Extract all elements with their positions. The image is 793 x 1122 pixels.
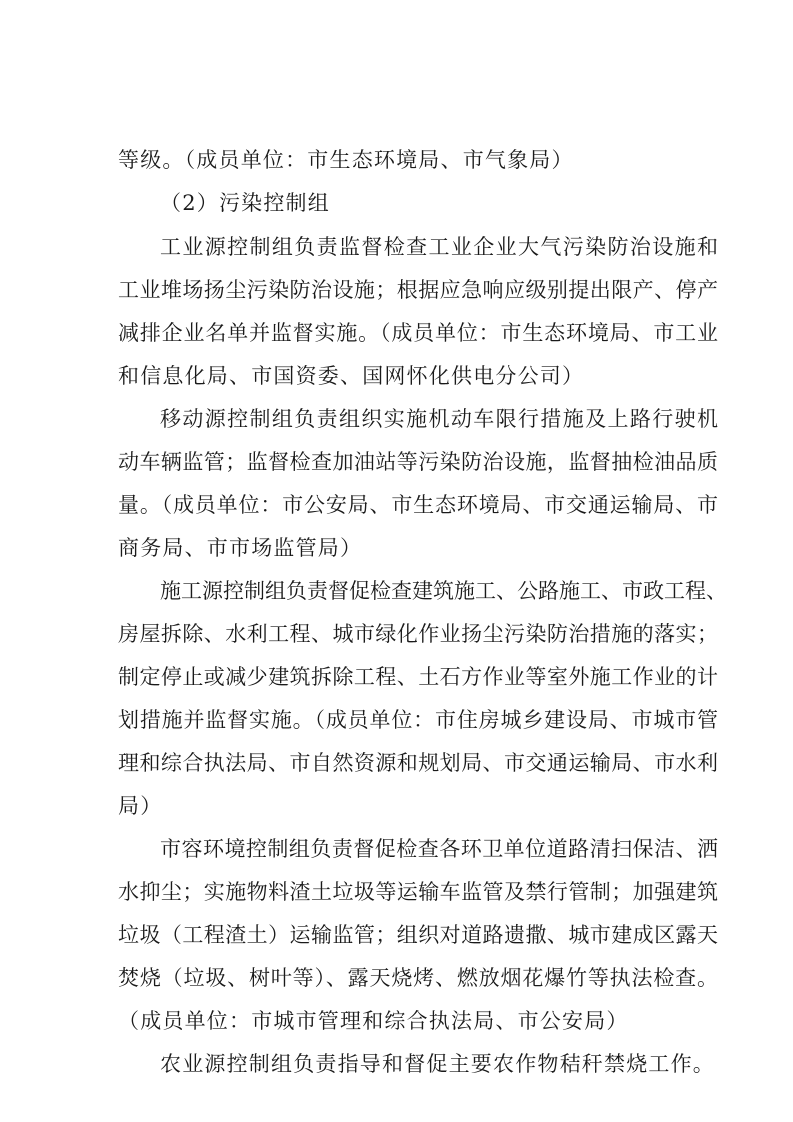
text-line: 工业堆场扬尘污染防治设施；根据应急响应级别提出限产、停产 (118, 278, 718, 302)
text-line: 理和综合执法局、市自然资源和规划局、市交通运输局、市水利 (118, 751, 718, 775)
text-line: 减排企业名单并监督实施。（成员单位：市生态环境局、市工业 (118, 321, 718, 345)
text-line: 局） (118, 794, 163, 818)
text-line: 制定停止或减少建筑拆除工程、土石方作业等室外施工作业的计 (118, 665, 718, 689)
text-line: 水抑尘；实施物料渣土垃圾等运输车监管及禁行管制；加强建筑 (118, 880, 718, 904)
text-line: 施工源控制组负责督促检查建筑施工、公路施工、市政工程、 (160, 579, 727, 603)
text-line: 等级。（成员单位：市生态环境局、市气象局） (118, 148, 574, 172)
section-heading: （2）污染控制组 (160, 191, 330, 215)
text-line: 工业源控制组负责监督检查工业企业大气污染防治设施和 (160, 235, 718, 259)
text-line: 和信息化局、市国资委、国网怀化供电分公司） (118, 364, 585, 388)
text-line: （成员单位：市城市管理和综合执法局、市公安局） (118, 1009, 629, 1033)
text-line: 动车辆监管；监督检查加油站等污染防治设施，监督抽检油品质 (118, 450, 718, 474)
text-line: 市容环境控制组负责督促检查各环卫单位道路清扫保洁、洒 (160, 837, 718, 861)
text-line: 划措施并监督实施。（成员单位：市住房城乡建设局、市城市管 (118, 708, 718, 732)
text-line: 垃圾（工程渣土）运输监管；组织对道路遗撒、城市建成区露天 (118, 923, 718, 947)
text-line: 量。（成员单位：市公安局、市生态环境局、市交通运输局、市 (118, 493, 718, 517)
text-line: 农业源控制组负责指导和督促主要农作物秸秆禁烧工作。 (160, 1052, 715, 1076)
text-line: 移动源控制组负责组织实施机动车限行措施及上路行驶机 (160, 407, 718, 431)
text-line: 房屋拆除、水利工程、城市绿化作业扬尘污染防治措施的落实； (118, 622, 718, 646)
text-line: 商务局、市市场监管局） (118, 536, 363, 560)
text-line: 焚烧（垃圾、树叶等）、露天烧烤、燃放烟花爆竹等执法检查。 (118, 966, 718, 990)
